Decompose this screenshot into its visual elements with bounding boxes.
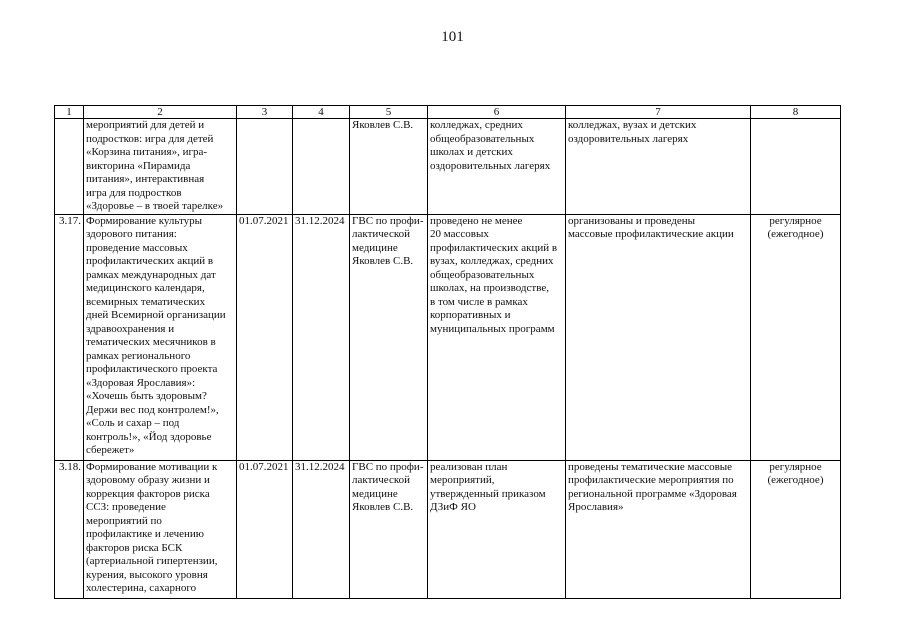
periodicity-cell: регулярное (ежегодное)	[751, 214, 841, 460]
table-row	[55, 460, 841, 598]
start-date-cell: 01.07.2021	[237, 460, 293, 598]
result-cell: проведены тематические массовые профилактические мероприятия по региональной программе «Здоровая Ярославия»	[566, 460, 751, 598]
indicator-cell: колледжах, средних общеобразовательных школах и детских оздоровительных лагерях	[428, 119, 566, 215]
end-date-cell: 31.12.2024	[293, 460, 350, 598]
document-table	[54, 105, 841, 599]
activity-cell: Формирование культуры здорового питания: проведение массовых профилактических акций в рамках международных дат медицинского календаря, всемирных тематических дней Всемирной организации здравоохранения и тематических месячников в рамках регионального профилактического проекта «Здоровая Ярославия»: «Хочешь быть здоровым? Держи вес под контролем!», «Соль и сахар – под контроль!», «Йод здоровье сбережет»	[84, 214, 237, 460]
activity-cell: Формирование мотивации к здоровому образу жизни и коррекция факторов риска ССЗ: проведение мероприятий по профилактике и лечению факторов риска БСК (артериальной гипертензии, курения, высокого уровня холестерина, сахарного	[84, 460, 237, 598]
header-col-2: 2	[84, 106, 237, 119]
page-number: 101	[441, 29, 464, 45]
periodicity-cell: регулярное (ежегодное)	[751, 460, 841, 598]
result-cell: колледжах, вузах и детских оздоровительных лагерях	[566, 119, 751, 215]
end-date-cell	[293, 119, 350, 215]
row-number: 3.18.	[55, 460, 84, 598]
header-col-3: 3	[237, 106, 293, 119]
start-date-cell: 01.07.2021	[237, 214, 293, 460]
responsible-cell: ГВС по профи- лактической медицине Яковлев С.В.	[350, 460, 428, 598]
header-col-7: 7	[566, 106, 751, 119]
result-cell: организованы и проведены массовые профилактические акции	[566, 214, 751, 460]
header-col-8: 8	[751, 106, 841, 119]
end-date-cell: 31.12.2024	[293, 214, 350, 460]
row-number	[55, 119, 84, 215]
table-row	[55, 119, 841, 215]
header-col-6: 6	[428, 106, 566, 119]
header-col-1: 1	[55, 106, 84, 119]
indicator-cell: проведено не менее 20 массовых профилактических акций в вузах, колледжах, средних общеобразовательных школах, на производстве, в том числе в рамках корпоративных и муниципальных программ	[428, 214, 566, 460]
activity-cell: мероприятий для детей и подростков: игра для детей «Корзина питания», игра- викторина «Пирамида питания», интерактивная игра для подростков «Здоровье – в твоей тарелке»	[84, 119, 237, 215]
header-row	[55, 106, 841, 119]
periodicity-cell	[751, 119, 841, 215]
indicator-cell: реализован план мероприятий, утвержденный приказом ДЗиФ ЯО	[428, 460, 566, 598]
responsible-cell: ГВС по профи- лактической медицине Яковлев С.В.	[350, 214, 428, 460]
responsible-cell: Яковлев С.В.	[350, 119, 428, 215]
header-col-4: 4	[293, 106, 350, 119]
row-number: 3.17.	[55, 214, 84, 460]
start-date-cell	[237, 119, 293, 215]
table-row	[55, 214, 841, 460]
header-col-5: 5	[350, 106, 428, 119]
